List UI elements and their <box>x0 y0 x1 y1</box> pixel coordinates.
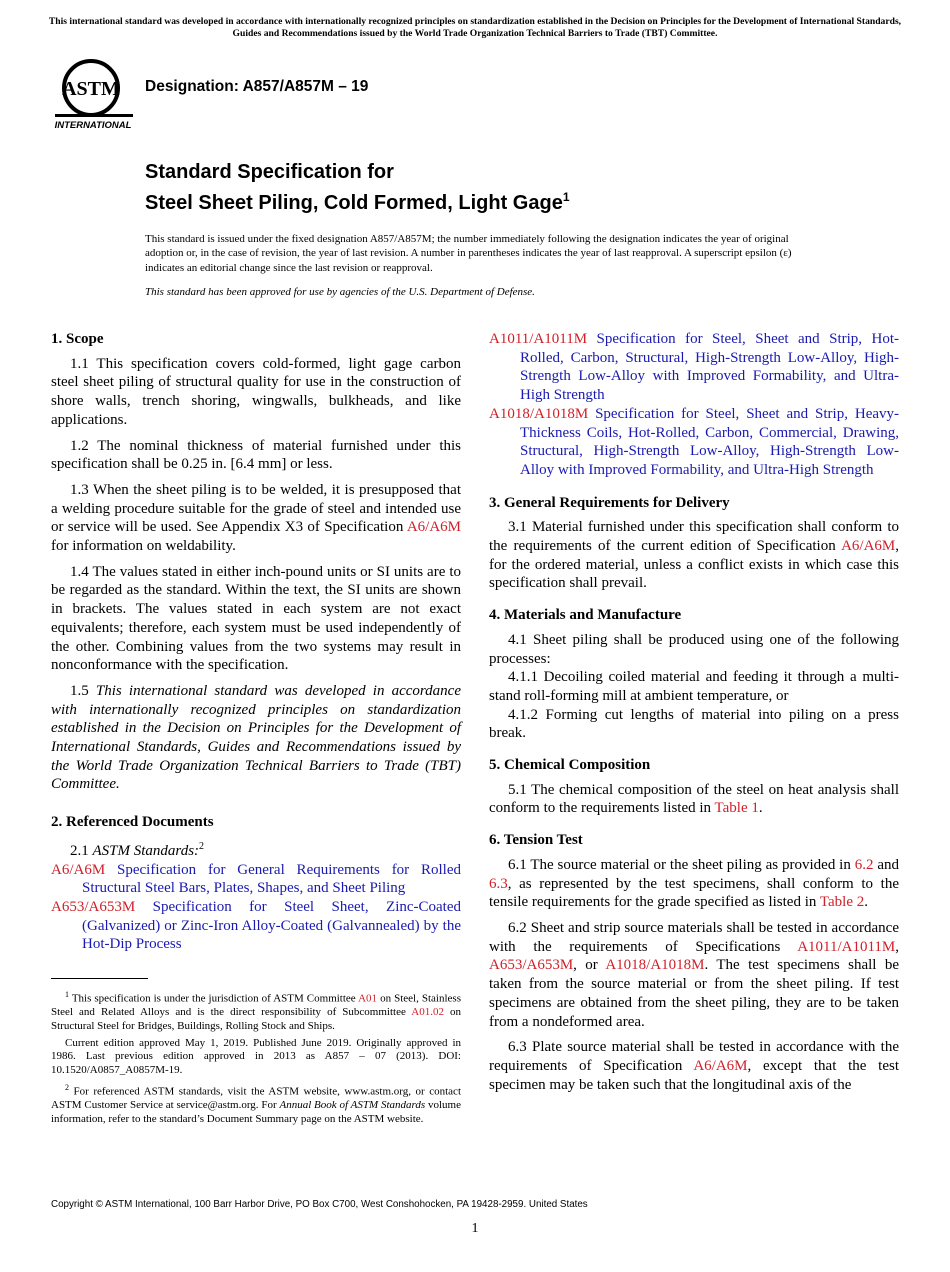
link-6-2[interactable]: 6.2 <box>854 856 874 873</box>
para-1-3 <box>51 481 461 556</box>
ref-title[interactable]: Specification for Steel, Sheet and Strip, Heavy-Thickness Coils, Hot-Rolled, Carbon, Commercial, Drawing, Structural, High-Strength Low-Alloy, High-Strength Low-Alloy with Improved Formability, and Ultra-High Strength <box>520 405 900 478</box>
title-line-1: Standard Specification for <box>145 161 394 183</box>
ref-code[interactable]: A1018/A1018M <box>489 405 589 422</box>
para-1-5-num: 1.5 <box>70 682 96 699</box>
para-1-5-text: This international standard was developed in accordance with internationally recognized principles on standardization established in the Decision on Principles for the Development of International Standards, Guides and Recommendations issued by the World Trade Organization Technical Barriers to Trade (TBT) Committee. <box>51 682 462 793</box>
title-line-2-text: Steel Sheet Piling, Cold Formed, Light Gage <box>145 192 563 214</box>
para-6-2-text: . The test specimens shall be taken from the source material or from the sheet piling. If test specimens are obtained from the sheet piling, they are to be taken from a nondeformed area. <box>489 957 899 1030</box>
para-1-3-text-end: for information on weldability. <box>51 538 236 555</box>
para-6-1 <box>489 856 899 912</box>
para-1-5 <box>51 682 461 794</box>
ref-code[interactable]: A6/A6M <box>51 861 106 878</box>
para-2-1-num: 2.1 <box>70 842 93 859</box>
para-5-1 <box>489 781 899 818</box>
ref-item[interactable] <box>489 405 899 480</box>
link-a653[interactable]: A653/A653M <box>489 957 574 974</box>
footnote-1-num: 1 <box>65 990 69 999</box>
link-a6[interactable]: A6/A6M <box>693 1057 748 1074</box>
para-6-2-text: 6.2 Sheet and strip source materials shall be tested in accordance with the requirements of Specifications <box>489 919 899 955</box>
designation: Designation: A857/A857M – 19 <box>145 78 369 95</box>
ref-code[interactable]: A653/A653M <box>51 898 136 915</box>
link-a1011[interactable]: A1011/A1011M <box>797 938 896 955</box>
logo-letters: ASTM <box>62 78 120 100</box>
link-table-1[interactable]: Table 1 <box>714 800 759 817</box>
footnotes <box>51 988 461 1130</box>
footnote-2-text: volume information, refer to the standard’s Document Summary page on the ASTM website. <box>51 1099 461 1125</box>
logo-sub: INTERNATIONAL <box>54 120 132 131</box>
para-6-3-text-end: , except that the test specimen may be taken such that the longitudinal axis of the <box>489 1057 899 1093</box>
link-a1018[interactable]: A1018/A1018M <box>605 957 705 974</box>
ref-code[interactable]: A1011/A1011M <box>489 331 588 347</box>
ref-title[interactable]: Specification for General Requirements for Rolled Structural Steel Bars, Plates, Shapes, and Sheet Piling <box>82 861 461 897</box>
para-4-1-1: 4.1.1 Decoiling coiled material and feeding it through a multi-stand roll-forming mill at ambient temperature, or <box>489 669 899 704</box>
para-6-1-text: , as represented by the test specimens, shall conform to the tensile requirements for the grade specified as listed in <box>489 875 899 911</box>
para-6-2 <box>489 919 899 1031</box>
footnote-2-text: For referenced ASTM standards, visit the ASTM website, www.astm.org, or contact ASTM Customer Service at service@astm.org. For <box>51 1085 461 1112</box>
para-3-1 <box>489 518 899 593</box>
para-3-1-text: 3.1 Material furnished under this specification shall conform to the requirements of the current edition of Specification <box>489 519 899 555</box>
left-column <box>51 330 461 954</box>
para-1-2: 1.2 The nominal thickness of material furnished under this specification shall be 0.25 in. [6.4 mm] or less. <box>51 437 461 473</box>
link-a6[interactable]: A6/A6M <box>406 519 461 536</box>
document-title <box>145 160 570 216</box>
section-6-heading: 6. Tension Test <box>489 832 583 849</box>
ref-title[interactable]: Specification for Steel Sheet, Zinc-Coated (Galvanized) or Zinc-Iron Alloy-Coated (Galvannealed) by the Hot-Dip Process <box>82 898 462 953</box>
link-table-2[interactable]: Table 2 <box>819 894 865 911</box>
top-notice: This international standard was developed in accordance with internationally recognized principles on standardization established in the Decision on Principles for the Development of International Standards, Guides and Recommendations issued by the World Trade Organization Technical Barriers to Trade (TBT) Committee. <box>48 16 902 39</box>
astm-logo-icon <box>52 58 134 132</box>
para-6-2-text: , <box>895 938 899 955</box>
ref-item[interactable] <box>51 861 461 898</box>
para-4-1: 4.1 Sheet piling shall be produced using one of the following processes: <box>489 631 899 667</box>
section-4-heading: 4. Materials and Manufacture <box>489 607 682 624</box>
issued-note: This standard is issued under the fixed designation A857/A857M; the number immediately following the designation indicates the year of original adoption or, in the case of revision, the year of last revision. A number in parentheses indicates the year of last reapproval. A superscript epsilon (ε) indicates an editorial change since the last revision or reapproval. <box>145 233 792 274</box>
para-5-1-text-end: . <box>758 800 763 817</box>
ref-item[interactable] <box>51 898 461 954</box>
para-6-1-text: . <box>864 894 868 911</box>
footnote-1-text: on Structural Steel for Bridges, Buildings, Rolling Stock and Ships. <box>51 1006 462 1033</box>
footnote-1-edition: Current edition approved May 1, 2019. Published June 2019. Originally approved in 1986. Last previous edition approved in 2013 as A857 – 07 (2013). DOI: 10.1520/A0857_A0857M-19. <box>51 1036 461 1077</box>
title-line-2 <box>145 185 570 216</box>
para-2-1-text: ASTM Standards: <box>92 842 200 859</box>
para-6-1-text: and <box>873 856 899 873</box>
para-5-1-text: 5.1 The chemical composition of the steel on heat analysis shall conform to the requirements listed in <box>489 781 899 817</box>
link-a6[interactable]: A6/A6M <box>841 538 896 555</box>
para-3-1-text-end: , for the ordered material, unless a conflict exists in which case this specification shall prevail. <box>489 538 899 592</box>
footnote-2-italic: Annual Book of ASTM Standards <box>279 1099 426 1112</box>
footnote-1-text: on Steel, Stainless Steel and Related Alloys and is the direct responsibility of Subcommittee <box>51 992 461 1019</box>
section-3-heading: 3. General Requirements for Delivery <box>489 494 730 511</box>
link-a01[interactable]: A01 <box>358 992 378 1005</box>
para-6-1-text: 6.1 The source material or the sheet piling as provided in <box>508 856 855 873</box>
copyright: Copyright © ASTM International, 100 Barr Harbor Drive, PO Box C700, West Conshohocken, PA 19428-2959. United States <box>51 1199 588 1210</box>
page-number: 1 <box>471 1221 479 1236</box>
para-6-3 <box>489 1038 899 1094</box>
footnote-2 <box>51 1081 461 1127</box>
footnote-2-num: 2 <box>65 1082 69 1092</box>
para-6-3-text: 6.3 Plate source material shall be tested in accordance with the requirements of Specification <box>489 1039 899 1074</box>
section-2-heading: 2. Referenced Documents <box>51 814 214 831</box>
ref-item[interactable] <box>489 330 899 405</box>
para-1-4: 1.4 The values stated in either inch-pound units or SI units are to be regarded as the standard. Within the text, the SI units are shown in brackets. The values stated in each system are not exact equivalents; therefore, each system must be used independently of the other. Combining values from the two systems may result in nonconformance with the specification. <box>51 563 461 674</box>
footnote-1-text: This specification is under the jurisdiction of ASTM Committee <box>69 992 359 1005</box>
para-2-1 <box>51 838 461 861</box>
right-column <box>489 330 899 1101</box>
link-a01-02[interactable]: A01.02 <box>411 1006 444 1019</box>
dod-note: This standard has been approved for use by agencies of the U.S. Department of Defense. <box>145 286 535 298</box>
para-1-1: 1.1 This specification covers cold-formed, light gage carbon steel sheet piling of structural quality for use in the construction of shore walls, trench shoring, wingwalls, bulkheads, and like applications. <box>51 355 461 428</box>
ref-title[interactable]: Specification for Steel, Sheet and Strip, Hot-Rolled, Carbon, Structural, High-Strength Low-Alloy, High-Strength Low-Alloy with Improved Formability, and Ultra-High Strength <box>520 331 899 404</box>
footnote-divider <box>51 978 148 979</box>
title-footnote-mark[interactable]: 1 <box>562 190 570 204</box>
para-2-1-sup[interactable]: 2 <box>199 840 205 852</box>
section-1-heading: 1. Scope <box>51 331 104 347</box>
para-6-2-text: , or <box>573 957 606 974</box>
astm-logo <box>52 58 134 132</box>
section-5-heading: 5. Chemical Composition <box>489 757 651 774</box>
para-4-1-2: 4.1.2 Forming cut lengths of material into piling on a press break. <box>489 706 899 742</box>
para-1-3-text: 1.3 When the sheet piling is to be welded, it is presupposed that a welding procedure suitable for the grade of steel and intended use or service will be used. See Appendix X3 of Specification <box>51 481 461 536</box>
link-6-3[interactable]: 6.3 <box>489 875 508 892</box>
footnote-1 <box>51 988 461 1034</box>
